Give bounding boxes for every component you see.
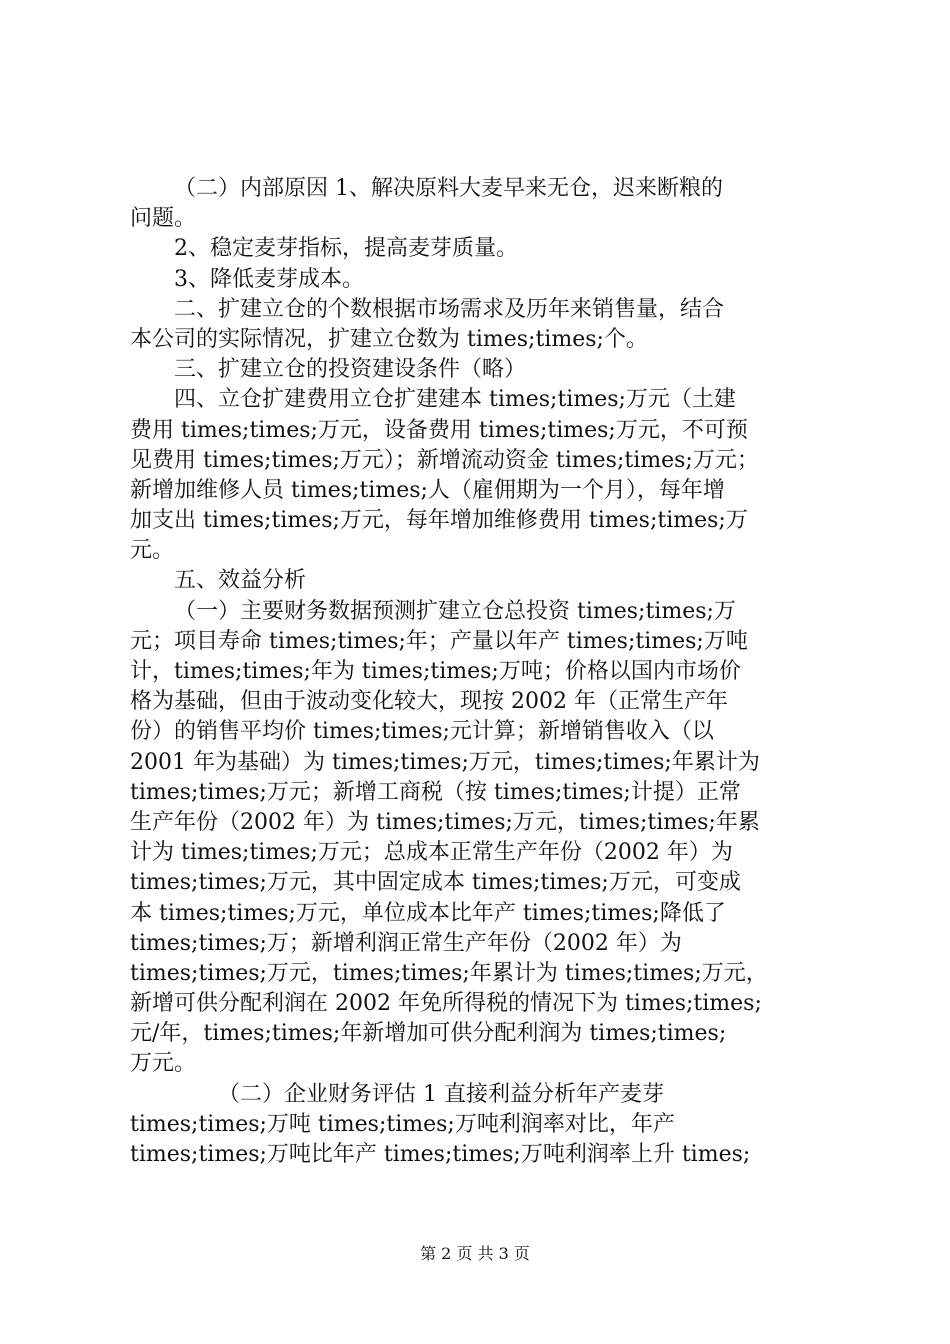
text-line: 元。 (130, 538, 175, 564)
page-footer (0, 1244, 950, 1264)
text-line: 份）的销售平均价 times;times;元计算；新增销售收入（以 (130, 719, 714, 745)
text-line: 费用 times;times;万元，设备费用 times;times;万元，不可预 (130, 417, 748, 443)
document-body (130, 174, 830, 1170)
text-line: 见费用 times;times;万元）；新增流动资金 times;times;万元； (130, 447, 759, 473)
text-line: 2001 年为基础）为 times;times;万元，times;times;年累计为 (130, 749, 760, 775)
text-line: 万元。 (130, 1051, 197, 1077)
text-line: （一）主要财务数据预测扩建立仓总投资 times;times;万 (174, 598, 736, 624)
text-line: 新增可供分配利润在 2002 年免所得税的情况下为 times;times; (130, 991, 762, 1017)
text-line: 元；项目寿命 times;times;年；产量以年产 times;times;万吨 (130, 628, 748, 654)
text-line: 加支出 times;times;万元，每年增加维修费用 times;times;万 (130, 508, 748, 534)
text-line: 二、扩建立仓的个数根据市场需求及历年来销售量，结合 (174, 296, 725, 322)
text-line: 2、稳定麦芽指标，提高麦芽质量。 (174, 236, 518, 262)
text-line: times;times;万吨 times;times;万吨利润率对比，年产 (130, 1111, 675, 1137)
text-line: （二）企业财务评估 1 直接利益分析年产麦芽 (218, 1081, 664, 1107)
text-line: 三、扩建立仓的投资建设条件（略） (174, 357, 527, 383)
text-line: 计为 times;times;万元；总成本正常生产年份（2002 年）为 (130, 840, 733, 866)
text-line: times;times;万；新增利润正常生产年份（2002 年）为 (130, 930, 682, 956)
text-line: 计，times;times;年为 times;times;万吨；价格以国内市场价 (130, 659, 741, 684)
text-line: 新增加维修人员 times;times;人（雇佣期为一个月），每年增 (130, 477, 725, 503)
text-line: 五、效益分析 (174, 568, 307, 594)
text-line: 本 times;times;万元，单位成本比年产 times;times;降低了 (130, 900, 726, 926)
text-line: times;times;万元，其中固定成本 times;times;万元，可变成 (130, 870, 741, 896)
text-line: 四、立仓扩建费用立仓扩建建本 times;times;万元（土建 (174, 387, 736, 413)
text-line: times;times;万元；新增工商税（按 times;times;计提）正常 (130, 779, 741, 805)
text-line: 元/年，times;times;年新增加可供分配利润为 times;times; (130, 1021, 727, 1047)
page-number-label: 第 2 页 共 3 页 (420, 1244, 530, 1263)
text-line: 本公司的实际情况，扩建立仓数为 times;times;个。 (130, 326, 648, 352)
text-line: 生产年份（2002 年）为 times;times;万元，times;times;年累 (130, 809, 760, 835)
text-line: （二）内部原因 1、解决原料大麦早来无仓，迟来断粮的 (174, 176, 723, 201)
text-line: 3、降低麦芽成本。 (174, 266, 364, 292)
text-line: 问题。 (130, 206, 197, 232)
text-line: 格为基础，但由于波动变化较大，现按 2002 年（正常生产年 (130, 689, 728, 715)
text-line: times;times;万元，times;times;年累计为 times;times;万元， (130, 960, 768, 986)
text-line: times;times;万吨比年产 times;times;万吨利润率上升 times; (130, 1142, 751, 1167)
